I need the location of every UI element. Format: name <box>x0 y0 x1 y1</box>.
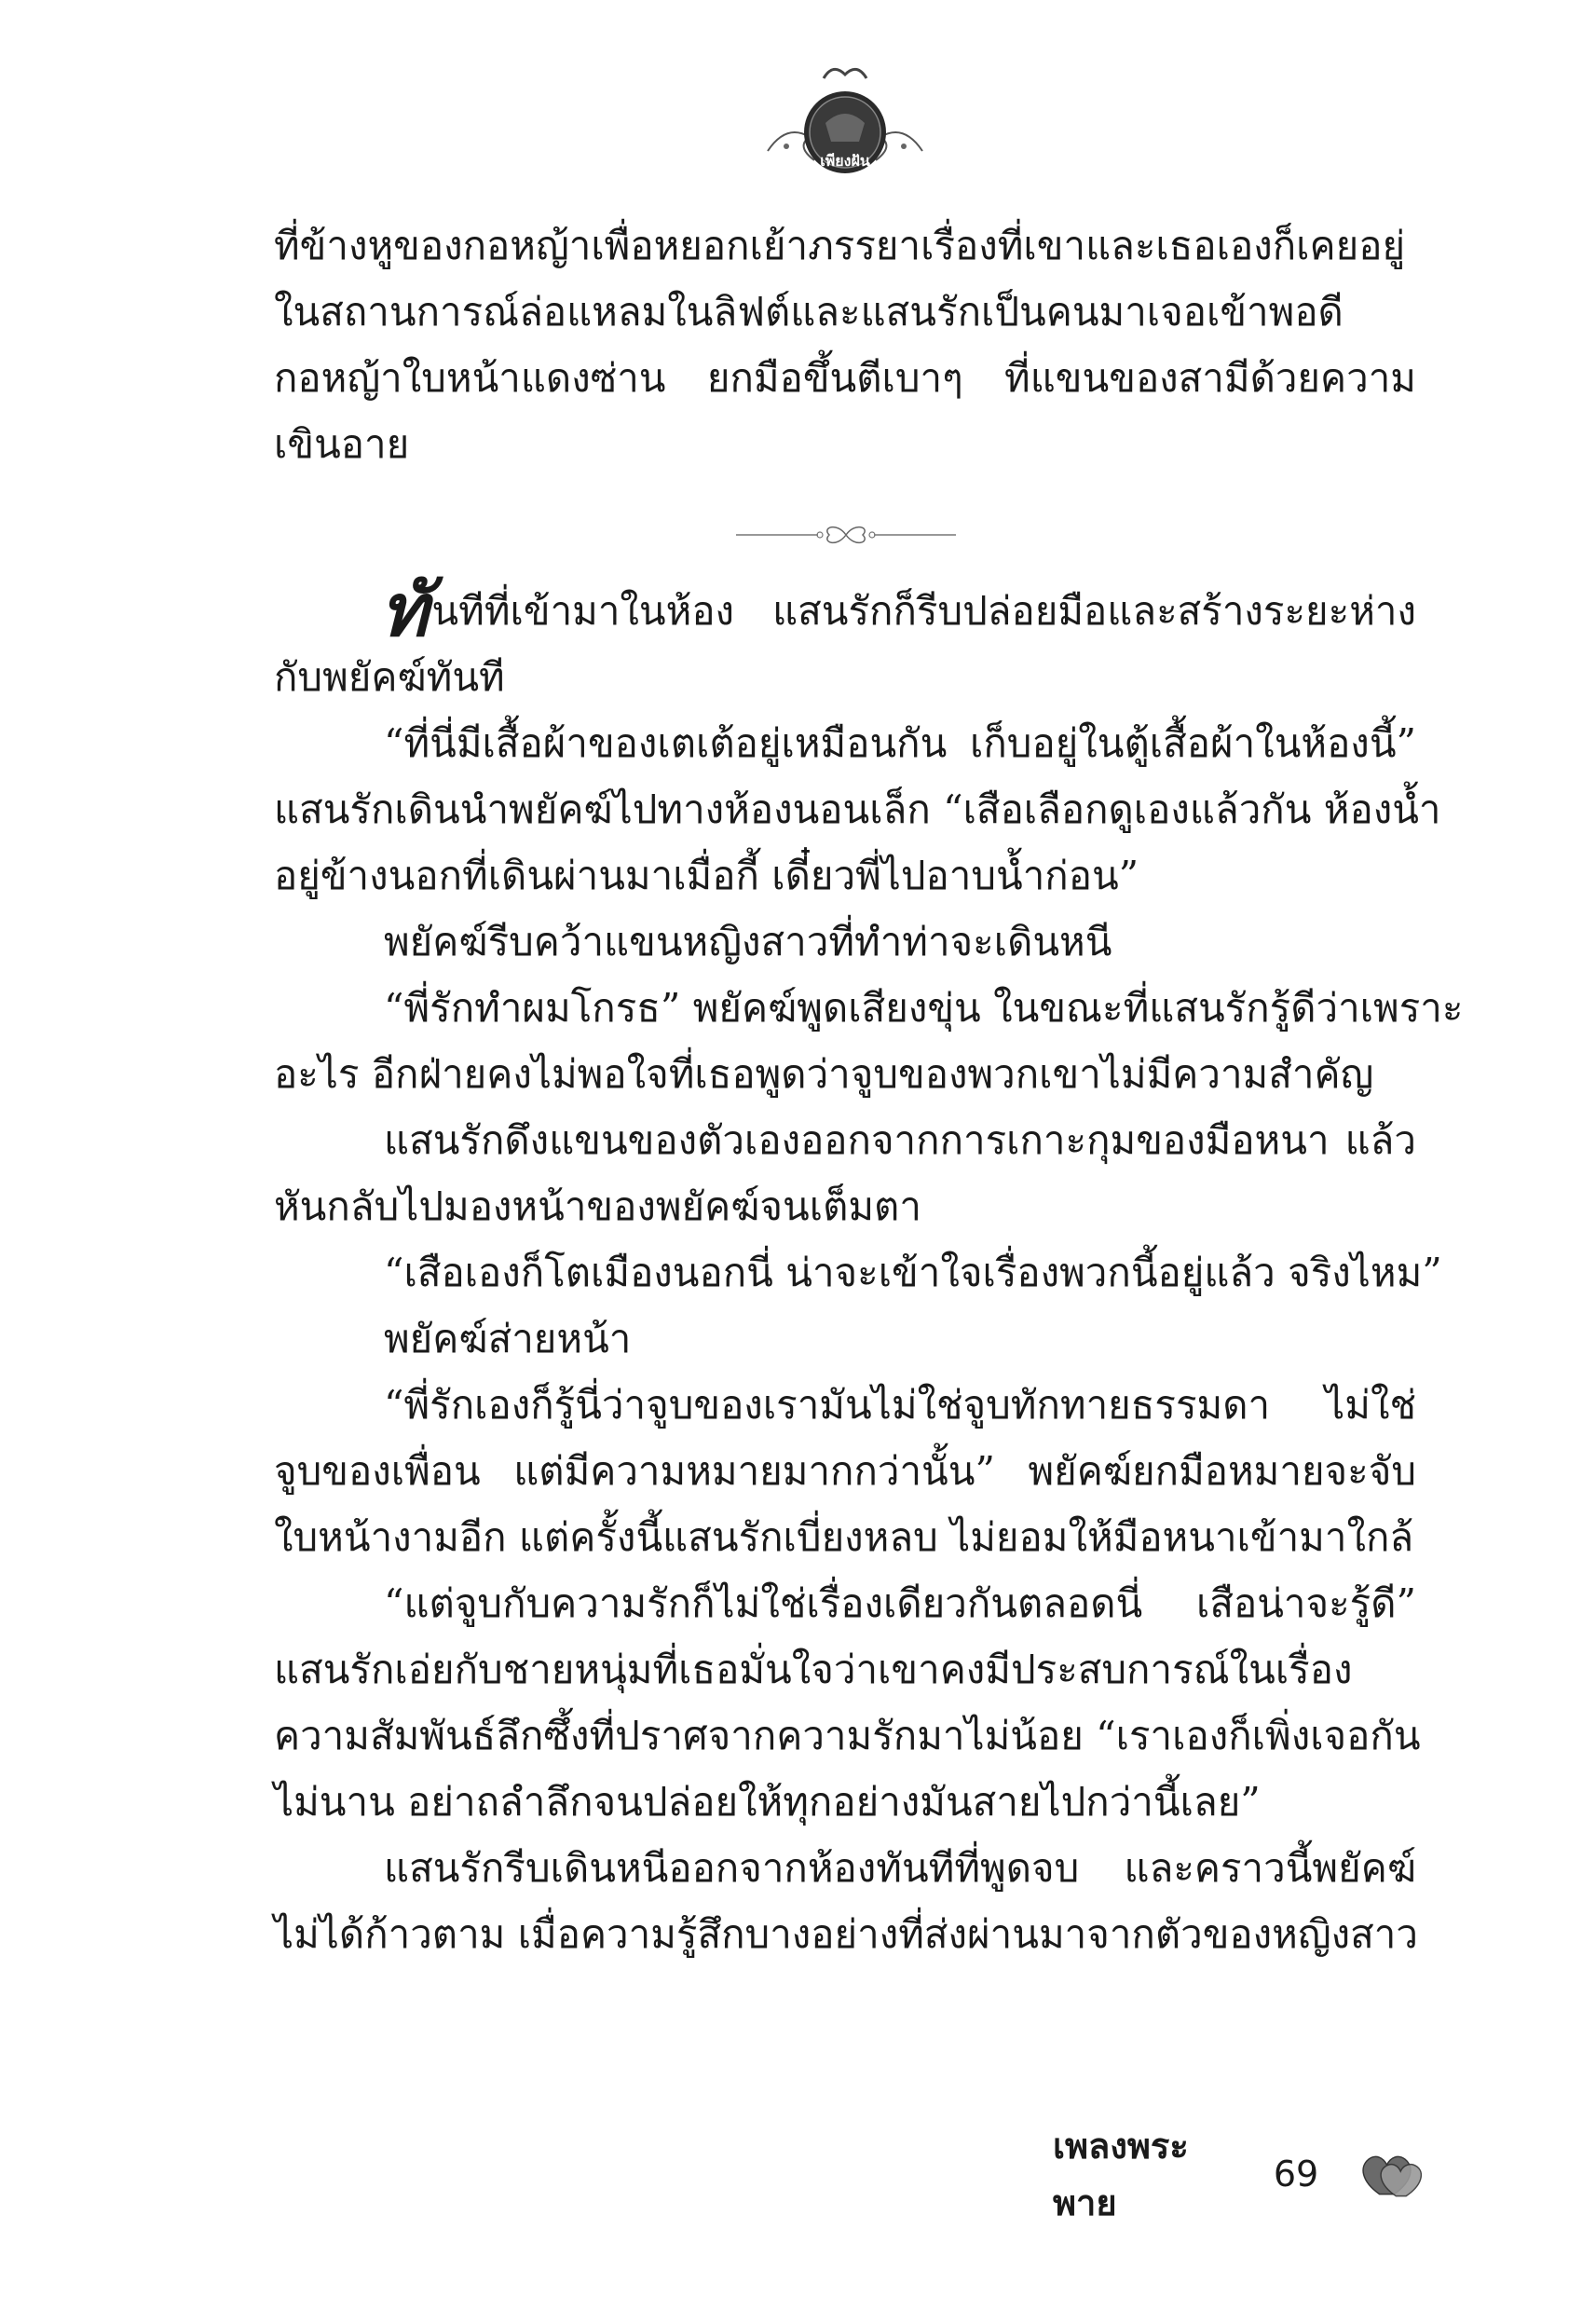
text-line: พยัคฆ์ส่ายหน้า <box>384 1316 632 1361</box>
text-line: หันกลับไปมองหน้าของพยัคฆ์จนเต็มตา <box>274 1183 921 1229</box>
text-line: จูบของเพื่อน แต่มีความหมายมากกว่านั้น” พยัคฆ์ยกมือหมายจะจับ <box>274 1448 1416 1494</box>
text-line: แสนรักเดินนำพยัคฆ์ไปทางห้องนอนเล็ก “เสือเลือกดูเองแล้วกัน ห้องน้ำ <box>274 786 1441 832</box>
text-line: กอหญ้าใบหน้าแดงซ่าน ยกมือขึ้นตีเบาๆ ที่แขนของสามีด้วยความ <box>274 355 1416 401</box>
text-line: ไม่นาน อย่าถลำลึกจนปล่อยให้ทุกอย่างมันสายไปกว่านี้เลย” <box>274 1779 1261 1825</box>
text-line: ในสถานการณ์ล่อแหลมในลิฟต์และแสนรักเป็นคนมาเจอเข้าพอดี <box>274 289 1344 335</box>
text-line: อยู่ข้างนอกที่เดินผ่านมาเมื่อกี้ เดี๋ยวพี่ไปอาบน้ำก่อน” <box>274 853 1139 898</box>
text-line: เขินอาย <box>274 421 410 467</box>
text-line: กับพยัคฆ์ทันที <box>274 654 505 700</box>
text-line: ความสัมพันธ์ลึกซึ้งที่ปราศจากความรักมาไม่น้อย “เราเองก็เพิ่งเจอกัน <box>274 1713 1421 1758</box>
ornament-divider-icon <box>736 514 956 555</box>
text-line: ที่ข้างหูของกอหญ้าเพื่อหยอกเย้าภรรยาเรื่องที่เขาและเธอเองก็เคยอยู่ <box>274 223 1406 268</box>
page-footer <box>1053 2126 1425 2223</box>
hearts-icon <box>1359 2148 1425 2200</box>
emblem-text: เพียงฝัน <box>820 152 870 170</box>
text-line: แสนรักดึงแขนของตัวเองออกจากการเกาะกุมของมือหนา แล้ว <box>384 1117 1416 1163</box>
text-line: “พี่รักเองก็รู้นี่ว่าจูบของเรามันไม่ใช่จูบทักทายธรรมดา ไม่ใช่ <box>384 1382 1416 1428</box>
text-line: นทีที่เข้ามาในห้อง แสนรักก็รีบปล่อยมือและสร้างระยะห่าง <box>431 588 1416 634</box>
text-line: อะไร อีกฝ่ายคงไม่พอใจที่เธอพูดว่าจูบของพวกเขาไม่มีความสำคัญ <box>274 1051 1374 1097</box>
first-line <box>274 568 1416 653</box>
header-emblem-icon <box>758 58 932 188</box>
top-paragraph <box>274 212 1416 477</box>
text-line: ใบหน้างามอีก แต่ครั้งนี้แสนรักเบี่ยงหลบ ไม่ยอมให้มือหนาเข้ามาใกล้ <box>274 1514 1414 1560</box>
main-section <box>274 568 1464 1967</box>
text-line: พยัคฆ์รีบคว้าแขนหญิงสาวที่ทำท่าจะเดินหนี <box>384 919 1112 964</box>
book-title: เพลงพระพาย <box>1053 2126 1189 2223</box>
page-number: 69 <box>1273 2154 1319 2195</box>
text-line: “เสือเองก็โตเมืองนอกนี่ น่าจะเข้าใจเรื่องพวกนี้อยู่แล้ว จริงไหม” <box>384 1250 1442 1295</box>
text-line: แสนรักรีบเดินหนีออกจากห้องทันทีที่พูดจบ และคราวนี้พยัคฆ์ <box>384 1845 1416 1891</box>
text-line: ไม่ได้ก้าวตาม เมื่อความรู้สึกบางอย่างที่ส่งผ่านมาจากตัวของหญิงสาว <box>274 1911 1418 1957</box>
text-line: แสนรักเอ่ยกับชายหนุ่มที่เธอมั่นใจว่าเขาคงมีประสบการณ์ในเรื่อง <box>274 1647 1353 1692</box>
drop-cap: ทั <box>380 568 429 653</box>
text-line: “พี่รักทำผมโกรธ” พยัคฆ์พูดเสียงขุ่น ในขณะที่แสนรักรู้ดีว่าเพราะ <box>384 985 1464 1031</box>
text-line: “ที่นี่มีเสื้อผ้าของเตเต้อยู่เหมือนกัน เก็บอยู่ในตู้เสื้อผ้าในห้องนี้” <box>384 720 1416 766</box>
text-line: “แต่จูบกับความรักก็ไม่ใช่เรื่องเดียวกันตลอดนี่ เสือน่าจะรู้ดี” <box>384 1580 1416 1626</box>
